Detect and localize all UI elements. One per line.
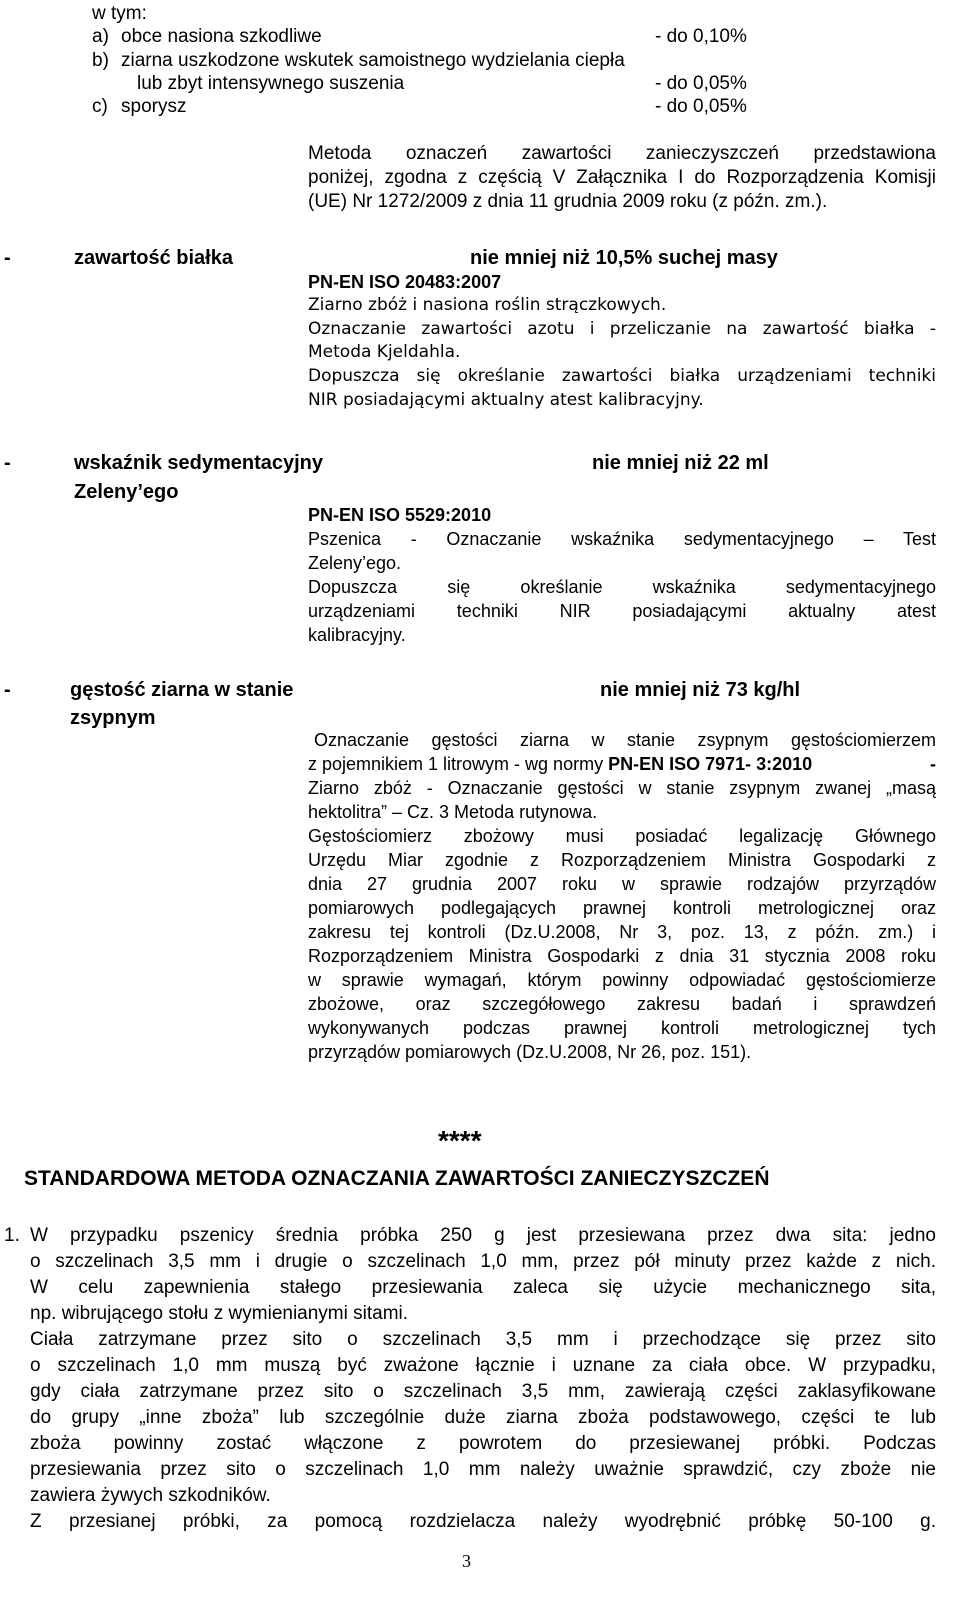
list-item-c-value: - do 0,05% (655, 96, 747, 117)
sedimentation-text-line: urządzeniami techniki NIR posiadającymi aktualny atest (308, 601, 936, 621)
density-text-line: Urzędu Miar zgodnie z Rozporządzeniem Ministra Gospodarki z (308, 850, 936, 870)
point-text-line: zboża powinny zostać włączone z powrotem do przesiewanej próbki. Podczas (30, 1433, 936, 1454)
density-text-line: dnia 27 grudnia 2007 roku w sprawie rodzajów przyrządów (308, 874, 936, 894)
sedimentation-text-line: Dopuszcza się określanie wskaźnika sedymentacyjnego (308, 577, 936, 597)
protein-dash: - (4, 247, 11, 269)
density-text-line: w sprawie wymagań, którym powinny odpowiadać gęstościomierze (308, 970, 936, 990)
sedimentation-dash: - (4, 452, 11, 474)
density-text-line: Rozporządzeniem Ministra Gospodarki z dnia 31 stycznia 2008 roku (308, 946, 936, 966)
point-text-line: gdy ciała zatrzymane przez sito o szczelinach 3,5 mm, zawierają części zaklasyfikowane (30, 1381, 936, 1402)
list-item-a-text: obce nasiona szkodliwe (121, 26, 322, 47)
density-text-line: zakresu tej kontroli (Dz.U.2008, Nr 3, poz. 13, z późn. zm.) i (308, 922, 936, 942)
list-item-c-label: c) (92, 96, 108, 117)
list-item-b-text2: lub zbyt intensywnego suszenia (137, 73, 405, 94)
protein-text-line: Ziarno zbóż i nasiona roślin strączkowych. (308, 295, 667, 315)
point-text-line: Z przesianej próbki, za pomocą rozdzielacza należy wyodrębnić próbkę 50-100 g. (30, 1511, 936, 1532)
density-norm-standard: PN-EN ISO 7971- 3:2010 (608, 754, 813, 774)
sedimentation-text-line: Zeleny’ego. (308, 553, 402, 573)
list-item-b-value: - do 0,05% (655, 73, 747, 94)
protein-text-line: Oznaczanie zawartości azotu i przeliczanie na zawartość białka - (308, 319, 936, 339)
list-item-b-text: ziarna uszkodzone wskutek samoistnego wydzielania ciepła (121, 50, 625, 71)
density-text-line: hektolitra” – Cz. 3 Metoda rutynowa. (308, 802, 598, 822)
protein-text-line: Metoda Kjeldahla. (308, 342, 461, 362)
density-text-line: Ziarno zbóż - Oznaczanie gęstości w stanie zsypnym zwanej „masą (308, 778, 936, 798)
density-requirement: nie mniej niż 73 kg/hl (600, 679, 801, 701)
point-text-line: o szczelinach 3,5 mm i drugie o szczelinach 1,0 mm, przez pół minuty przez każde z nich. (30, 1251, 936, 1272)
point-text-line: przesiewania przez sito o szczelinach 1,0 mm należy uważnie sprawdzić, czy zboże nie (30, 1459, 936, 1480)
method-note-line: Metoda oznaczeń zawartości zanieczyszczeń przedstawiona (308, 143, 936, 164)
sedimentation-name-line1: wskaźnik sedymentacyjny (74, 452, 324, 474)
point-text-line: o szczelinach 1,0 mm muszą być zważone łącznie i uznane za ciała obce. W przypadku, (30, 1355, 936, 1376)
sedimentation-name-line2: Zeleny’ego (74, 481, 179, 503)
density-text-line: wykonywanych podczas prawnej kontroli metrologicznej tych (308, 1018, 936, 1038)
point-text-line: W celu zapewnienia stałego przesiewania zaleca się użycie mechanicznego sita, (30, 1277, 936, 1298)
density-text-line: zbożowe, oraz szczegółowego zakresu badań i sprawdzeń (308, 994, 936, 1014)
density-name-line1: gęstość ziarna w stanie (70, 679, 294, 701)
point-text-line: W przypadku pszenicy średnia próbka 250 g jest przesiewana przez dwa sita: jedno (30, 1225, 936, 1246)
point-text-line: zawiera żywych szkodników. (30, 1485, 271, 1506)
sedimentation-requirement: nie mniej niż 22 ml (592, 452, 769, 474)
protein-text-line: NIR posiadającymi aktualny atest kalibracyjny. (308, 390, 704, 410)
density-text-line: pomiarowych podlegających prawnej kontroli metrologicznej oraz (308, 898, 936, 918)
separator-asterisks: **** (438, 1125, 482, 1156)
method-note-line: (UE) Nr 1272/2009 z dnia 11 grudnia 2009 roku (z późn. zm.). (308, 191, 828, 212)
density-norm-prefix: z pojemnikiem 1 litrowym - wg normy (308, 754, 609, 774)
density-text-line: Gęstościomierz zbożowy musi posiadać legalizację Głównego (308, 826, 936, 846)
density-norm-suffix: - (930, 754, 936, 774)
sedimentation-text-line: kalibracyjny. (308, 625, 406, 645)
method-note-line: poniżej, zgodna z częścią V Załącznika I do Rozporządzenia Komisji (308, 167, 936, 188)
density-name-line2: zsypnym (70, 707, 156, 729)
density-dash: - (4, 679, 11, 701)
protein-requirement: nie mniej niż 10,5% suchej masy (470, 247, 778, 269)
point-text-line: Ciała zatrzymane przez sito o szczelinach 3,5 mm i przechodzące się przez sito (30, 1329, 936, 1350)
sedimentation-text-line: Pszenica - Oznaczanie wskaźnika sedymentacyjnego – Test (308, 529, 936, 549)
point-text-line: np. wibrującego stołu z wymienianymi sitami. (30, 1303, 409, 1324)
protein-standard: PN-EN ISO 20483:2007 (308, 272, 502, 292)
list-item-a-label: a) (92, 26, 109, 47)
density-norm-line (308, 755, 936, 773)
point-text-line: do grupy „inne zboża” lub szczególnie duże ziarna zboża podstawowego, części te lub (30, 1407, 936, 1428)
section-title: STANDARDOWA METODA OZNACZANIA ZAWARTOŚCI ZANIECZYSZCZEŃ (24, 1167, 770, 1190)
density-text-line: Oznaczanie gęstości ziarna w stanie zsypnym gęstościomierzem (314, 730, 936, 750)
page-number: 3 (462, 1551, 471, 1571)
protein-text-line: Dopuszcza się określanie zawartości białka urządzeniami techniki (308, 366, 936, 386)
list-item-a-value: - do 0,10% (655, 26, 747, 47)
list-item-c-text: sporysz (121, 96, 187, 117)
list-item-b-label: b) (92, 50, 109, 71)
protein-name: zawartość białka (74, 247, 233, 269)
sedimentation-standard: PN-EN ISO 5529:2010 (308, 505, 492, 525)
w-tym-label: w tym: (92, 3, 147, 24)
density-text-line: przyrządów pomiarowych (Dz.U.2008, Nr 26, poz. 151). (308, 1042, 752, 1062)
point-number: 1. (4, 1225, 20, 1246)
